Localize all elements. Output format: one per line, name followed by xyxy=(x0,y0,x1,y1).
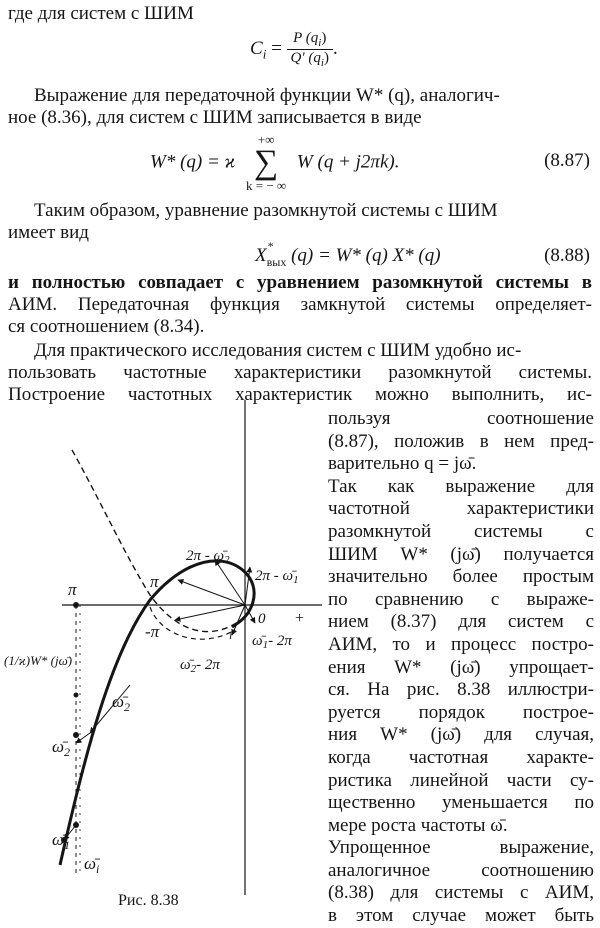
paragraph-line: пользовать частотные характеристики разомкнутой системы. xyxy=(8,362,592,383)
figure-8-38 xyxy=(0,395,330,915)
label-wi-curve: $\omegā_i$ xyxy=(84,854,100,876)
right-column-line: щественно уменьшается по xyxy=(328,792,594,814)
right-column-line: нием (8.37) для систем с xyxy=(328,611,594,633)
fraction: $\frac{P (q_i)}{Q' (q_i)}$ xyxy=(287,30,333,69)
label-w1-axis: $\omegā_1$ xyxy=(52,830,71,852)
right-column-line: ся. На рис. 8.38 иллюстри- xyxy=(328,679,594,701)
paragraph-line: Таким образом, уравнение разомкнутой системы с ШИМ xyxy=(34,200,498,221)
label-2pi-w1: $2\pi - \omegā_1$ xyxy=(255,568,299,586)
right-column-line: варительно q = jω̄. xyxy=(328,453,477,475)
equation-8-88: X * $_{вых}$ (q) = W* (q) X* (q) xyxy=(255,239,441,269)
paragraph-line: Выражение для передаточной функции W* (q), аналогич- xyxy=(34,85,500,106)
right-column-line: когда частотная характе- xyxy=(328,746,594,768)
right-column-line: в этом случае может быть xyxy=(328,905,594,927)
right-column-line: (8.38) для системы с АИМ, xyxy=(328,882,594,904)
right-column-line: разомкнутой системы с xyxy=(328,520,594,542)
equation-number: (8.88) xyxy=(544,245,590,266)
dashed-curve-lower xyxy=(150,607,235,639)
figure-caption: Рис. 8.38 xyxy=(118,892,179,909)
right-column-line: руется порядок построе- xyxy=(328,701,594,723)
paragraph-line: имеет вид xyxy=(8,222,89,243)
right-column-line: аналогичное соотношению xyxy=(328,859,594,881)
label-axis-function: (1/ϰ)W* (jω̄) xyxy=(4,653,73,668)
paragraph-line: ное (8.36), для систем с ШИМ записывается в виде xyxy=(8,107,422,128)
intro-line: где для систем с ШИМ xyxy=(8,3,194,24)
right-column-line: АИМ, то и процесс постро- xyxy=(328,633,594,655)
right-column-line: ШИМ W* (jω̄) получается xyxy=(328,543,594,565)
right-column-line: частотной характеристики xyxy=(328,498,594,520)
label-pi-curve: π xyxy=(150,572,159,591)
label-w2-minus-2pi: $\omegā_2-$ 2π xyxy=(180,657,220,675)
equation-ci: $C_i$ = $\frac{P (q_i)}{Q' (q_i)}$ . xyxy=(250,30,338,69)
right-column-line: Так как выражение для xyxy=(328,475,594,497)
label-plus: + xyxy=(295,610,305,627)
paragraph-line: ся соотношением (8.34). xyxy=(8,316,205,337)
frequency-response-curve xyxy=(60,561,254,865)
label-w2-axis: $\omegā_2$ xyxy=(52,737,71,759)
right-column-line: мере роста частоты ω̄. xyxy=(328,814,508,836)
label-zero: 0 xyxy=(258,611,266,627)
label-w1-minus-2pi: $\omegā_1-$ 2π xyxy=(252,633,292,651)
right-column-text xyxy=(328,408,594,928)
right-column-line: ния W* (jω̄) для случая, xyxy=(328,724,594,746)
paragraph-line: АИМ. Передаточная функция замкнутой системы определяет- xyxy=(8,294,592,315)
sum-symbol: +∞ ∑ k = − ∞ xyxy=(245,132,287,193)
label-pi-left: π xyxy=(68,580,77,599)
label-2pi-w2: $2\pi - \omegā_2$ xyxy=(186,548,230,566)
right-column-line: по сравнению с выраже- xyxy=(328,588,594,610)
equation-number: (8.87) xyxy=(544,150,590,171)
label-i-mark: i xyxy=(229,628,233,642)
right-column-line: (8.87), положив в нем пред- xyxy=(328,430,594,452)
paragraph-line: Для практического исследования систем с ШИМ удобно ис- xyxy=(34,340,522,361)
paragraph-line: Построение частотных характеристик можно выполнить, ис- xyxy=(8,384,592,405)
paragraph-line: и полностью совпадает с уравнением разомкнутой системы в xyxy=(8,272,592,293)
dashed-curve-upper xyxy=(72,450,245,632)
label-minus-pi: -π xyxy=(145,622,160,641)
right-column-line: Упрощенное выражение, xyxy=(328,837,594,859)
equation-8-87: W* (q) = ϰ +∞ ∑ k = − ∞ W (q + j2πk). xyxy=(150,132,400,193)
label-w2-curve: $\omegā_2$ xyxy=(112,692,131,714)
right-column-line: ристика линейной части су- xyxy=(328,769,594,791)
right-column-line: ения W* (jω̄) упрощает- xyxy=(328,656,594,678)
right-column-line: пользуя соотношение xyxy=(328,408,594,429)
right-column-line: значительно более простым xyxy=(328,566,594,588)
vector-arrows xyxy=(64,560,255,840)
